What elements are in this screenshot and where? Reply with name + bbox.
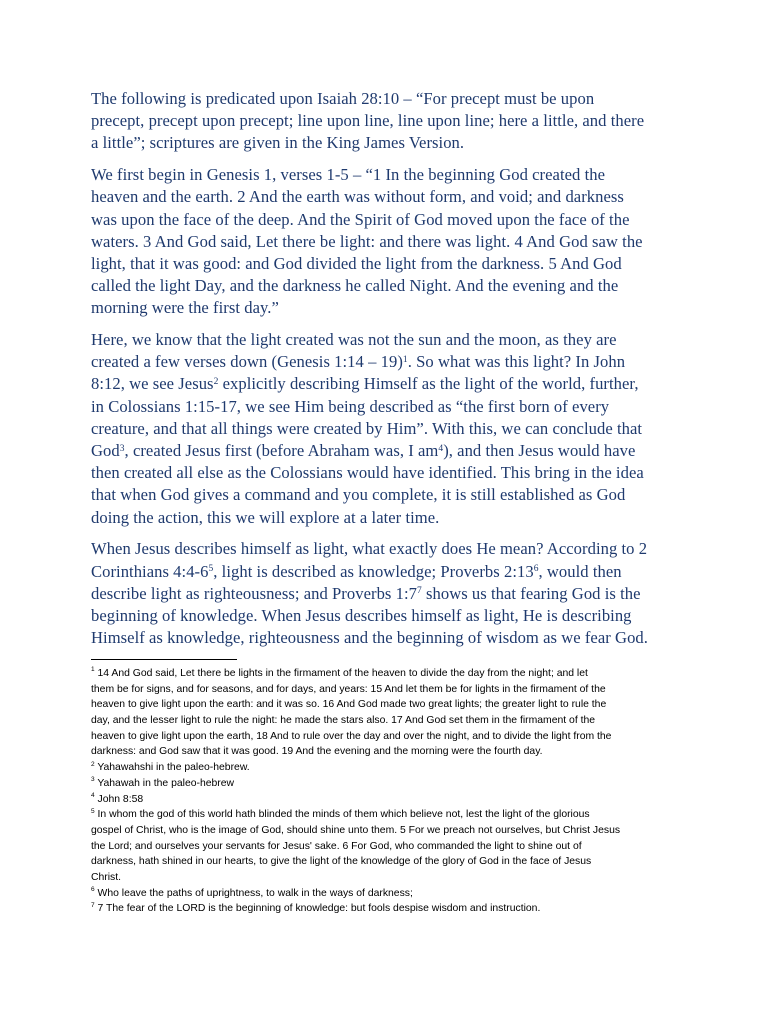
text-line: a little”; scriptures are given in the King James Version. [91, 133, 465, 153]
footnote-mark: 3 [91, 776, 95, 784]
footnote-ref[interactable]: 5 [208, 564, 214, 575]
footnote-line: darkness: and God saw that it was good. 19 And the evening and the morning were the fourth day. [91, 746, 543, 758]
footnote-ref[interactable]: 6 [533, 564, 539, 575]
text-line: When Jesus describes himself as light, what exactly does He mean? According to 2 [91, 539, 648, 559]
text-line: called the light Day, and the darkness he called Night. And the evening and the [91, 276, 619, 296]
text-segment: , would then [538, 561, 622, 581]
footnote-line: heaven to give light upon the earth: and it was so. 16 And God made two great lights; the greater light to rule the [91, 699, 607, 711]
text-segment: describe light as righteousness; and Proverbs 1:7 [91, 583, 417, 603]
text-line: was upon the face of the deep. And the Spirit of God moved upon the face of the [91, 209, 630, 229]
text-line: beginning of knowledge. When Jesus describes himself as light, He is describing [91, 605, 632, 625]
footnote-line: heaven to give light upon the earth, 18 And to rule over the day and over the night, and to divide the light from the [91, 730, 612, 742]
text-line: Himself as knowledge, righteousness and the beginning of wisdom as we fear God. [91, 628, 648, 648]
footnote-line [91, 886, 680, 902]
footnotes [91, 666, 680, 917]
footnote-ref[interactable]: 2 [213, 376, 219, 387]
text-line: doing the action, this we will explore at a later time. [91, 507, 440, 527]
footnote-line [91, 792, 680, 808]
text-segment: 7 The fear of the LORD is the beginning of knowledge: but fools despise wisdom and instruction. [94, 903, 541, 915]
text-line: The following is predicated upon Isaiah 28:10 – “For precept must be upon [91, 89, 595, 108]
text-line: We first begin in Genesis 1, verses 1-5 – “1 In the beginning God created the [91, 165, 606, 185]
light-paragraph [91, 329, 680, 529]
text-segment: Yahawahshi in the paleo-hebrew. [94, 762, 250, 774]
text-line: creature, and that all things were created by Him”. With this, we can conclude that [91, 418, 643, 438]
text-line: in Colossians 1:15-17, we see Him being described as “the first born of every [91, 396, 610, 416]
footnote-line: them be for signs, and for seasons, and for days, and years: 15 And let them be for lights in the firmament of the [91, 683, 606, 695]
text-line: then created all else as the Colossians would have identified. This bring in the idea [91, 463, 644, 483]
footnote-line: gospel of Christ, who is the image of God, should shine unto them. 5 For we preach not ourselves, but Christ Jesus [91, 824, 621, 836]
footnote-4 [91, 792, 680, 808]
footnote-mark: 7 [91, 901, 95, 909]
footnote-mark: 1 [91, 666, 95, 674]
footnote-7 [91, 901, 680, 917]
footnote-ref[interactable]: 1 [402, 354, 408, 365]
text-segment: explicitly describing Himself as the light of the world, further, [218, 374, 639, 394]
footnote-ref[interactable]: 4 [438, 443, 444, 454]
text-segment: , created Jesus first (before Abraham was, I am [124, 441, 439, 461]
text-line [91, 583, 680, 605]
text-line [91, 373, 680, 395]
text-segment: 14 And God said, Let there be lights in the firmament of the heaven to divide the day from the night; and let [94, 667, 588, 679]
footnote-line: the Lord; and ourselves your servants for Jesus' sake. 6 For God, who commanded the light to shine out of [91, 840, 582, 852]
footnote-line [91, 776, 680, 792]
text-segment: 8:12, we see Jesus [91, 374, 214, 394]
footnote-line [91, 901, 680, 917]
text-line: that when God gives a command and you complete, it is still established as God [91, 485, 626, 505]
footnote-ref[interactable]: 7 [416, 586, 422, 597]
footnote-line: Christ. [91, 872, 122, 884]
text-line: waters. 3 And God said, Let there be light: and there was light. 4 And God saw the [91, 231, 643, 251]
footnote-mark: 4 [91, 792, 95, 800]
text-segment: shows us that fearing God is the [421, 583, 641, 603]
text-segment: In whom the god of this world hath blinded the minds of them which believe not, lest the light of the glorious [94, 809, 590, 821]
text-line [91, 351, 680, 373]
text-segment: , light is described as knowledge; Proverbs 2:13 [213, 561, 534, 581]
footnote-mark: 2 [91, 760, 95, 768]
text-segment: created a few verses down (Genesis 1:14 – 19) [91, 352, 403, 372]
text-line: morning were the first day.” [91, 298, 279, 318]
footnote-line [91, 760, 680, 776]
text-segment: Who leave the paths of uprightness, to walk in the ways of darkness; [94, 887, 413, 899]
text-segment: Yahawah in the paleo-hebrew [94, 777, 235, 789]
text-segment: John 8:58 [94, 793, 144, 805]
text-line: Here, we know that the light created was not the sun and the moon, as they are [91, 330, 617, 350]
footnote-3 [91, 776, 680, 792]
footnote-5 [91, 807, 680, 886]
footnote-ref[interactable]: 3 [119, 443, 125, 454]
footnote-1 [91, 666, 680, 760]
footnote-line [91, 807, 680, 823]
footnote-line [91, 666, 680, 682]
footnote-line: day, and the lesser light to rule the night: he made the stars also. 17 And God set them in the firmament of the [91, 714, 596, 726]
footnote-mark: 6 [91, 886, 95, 894]
footnote-line: darkness, hath shined in our hearts, to give the light of the knowledge of the glory of God in the face of Jesus [91, 856, 592, 868]
footnote-2 [91, 760, 680, 776]
text-line [91, 440, 680, 462]
text-line: heaven and the earth. 2 And the earth was without form, and void; and darkness [91, 187, 624, 207]
text-segment: Corinthians 4:4-6 [91, 561, 209, 581]
intro-paragraph [91, 88, 680, 155]
text-line: precept, precept upon precept; line upon line, line upon line; here a little, and there [91, 111, 645, 131]
footnote-mark: 5 [91, 807, 95, 815]
text-segment: . So what was this light? In John [407, 352, 626, 372]
text-line: light, that it was good: and God divided the light from the darkness. 5 And God [91, 253, 622, 273]
genesis-paragraph [91, 164, 680, 319]
meaning-paragraph [91, 538, 680, 649]
text-segment: God [91, 441, 120, 461]
footnote-separator [91, 659, 237, 660]
text-segment: ), and then Jesus would have [443, 441, 636, 461]
text-line [91, 561, 680, 583]
footnote-6 [91, 886, 680, 902]
